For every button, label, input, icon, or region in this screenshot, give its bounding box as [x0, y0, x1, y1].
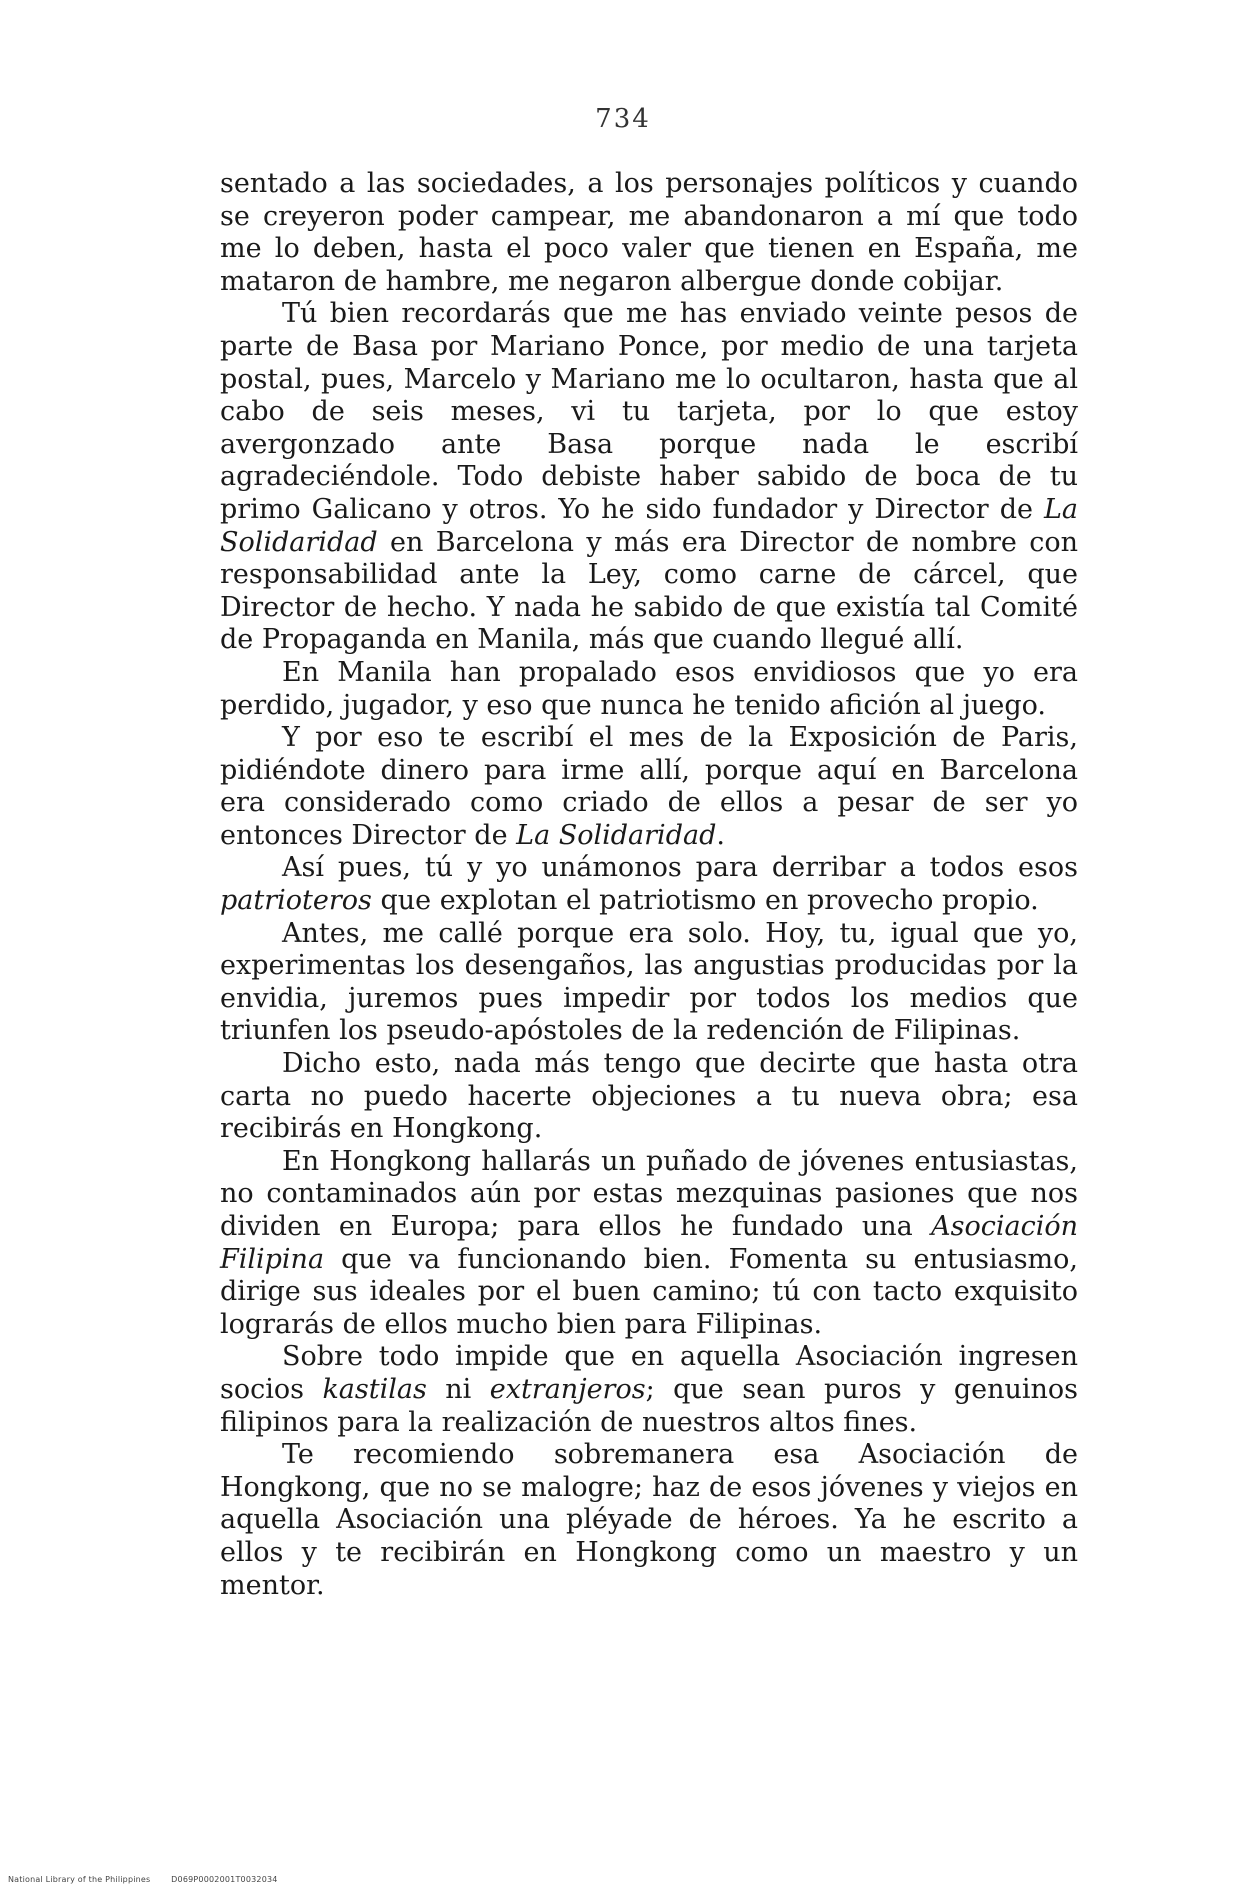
italic-title: La Solidaridad [516, 819, 717, 851]
paragraph: Así pues, tú y yo unámonos para derribar a todos esos patrioteros que explotan el patriotismo en provecho propio. [220, 852, 1078, 917]
footer-library: National Library of the Philippines [8, 1875, 151, 1884]
paragraph: Antes, me callé porque era solo. Hoy, tu, igual que yo, experimentas los desengaños, las angustias producidas por la envidia, juremos pues impedir por todos los medios que triunfen los pseudo-apóstoles de la redención de Filipinas. [220, 917, 1078, 1047]
italic-title: La Solidaridad [220, 493, 1078, 558]
italic-term: Asociación Filipina [220, 1211, 1078, 1275]
paragraph: Dicho esto, nada más tengo que decirte que hasta otra carta no puedo hacerte objeciones a tu nueva obra; esa recibirás en Hongkong. [220, 1048, 1078, 1145]
archive-footer [8, 1875, 296, 1884]
letter-body [220, 168, 1078, 1602]
paragraph: sentado a las sociedades, a los personajes políticos y cuando se creyeron poder campear, me abandonaron a mí que todo me lo deben, hasta el poco valer que tienen en España, me mataron de hambre, me negaron albergue donde cobijar. [220, 168, 1078, 297]
italic-term: patrioteros [220, 885, 372, 917]
paragraph: En Hongkong hallarás un puñado de jóvenes entusiastas, no contaminados aún por estas mezquinas pasiones que nos dividen en Europa; para ellos he fundado una Asociación Filipina que va funcionando bien. Fomenta su entusiasmo, dirige sus ideales por el buen camino; tú con tacto exquisito lograrás de ellos mucho bien para Filipinas. [220, 1145, 1078, 1340]
paragraph: Te recomiendo sobremanera esa Asociación de Hongkong, que no se malogre; haz de esos jóvenes y viejos en aquella Asociación una pléyade de héroes. Ya he escrito a ellos y te recibirán en Hongkong como un maestro y un mentor. [220, 1439, 1078, 1601]
page-number: 734 [595, 104, 651, 134]
paragraph: Y por eso te escribí el mes de la Exposición de Paris, pidiéndote dinero para irme allí, porque aquí en Barcelona era considerado como criado de ellos a pesar de ser yo entonces Director de La Solidaridad. [220, 722, 1078, 851]
italic-term: extranjeros [489, 1373, 646, 1405]
italic-term: kastilas [322, 1373, 427, 1405]
paragraph: Sobre todo impide que en aquella Asociación ingresen socios kastilas ni extranjeros; que sean puros y genuinos filipinos para la realización de nuestros altos fines. [220, 1341, 1078, 1438]
paragraph: En Manila han propalado esos envidiosos que yo era perdido, jugador, y eso que nunca he tenido afición al juego. [220, 656, 1078, 721]
paragraph: Tú bien recordarás que me has enviado veinte pesos de parte de Basa por Mariano Ponce, por medio de una tarjeta postal, pues, Marcelo y Mariano me lo ocultaron, hasta que al cabo de seis meses, vi tu tarjeta, por lo que estoy avergonzado ante Basa porque nada le escribí agradeciéndole. Todo debiste haber sabido de boca de tu primo Galicano y otros. Yo he sido fundador y Director de La Solidaridad en Barcelona y más era Director de nombre con responsabilidad ante la Ley, como carne de cárcel, que Director de hecho. Y nada he sabido de que existía tal Comité de Propaganda en Manila, más que cuando llegué allí. [220, 298, 1078, 656]
footer-code: D069P0002001T0032034 [171, 1875, 278, 1884]
